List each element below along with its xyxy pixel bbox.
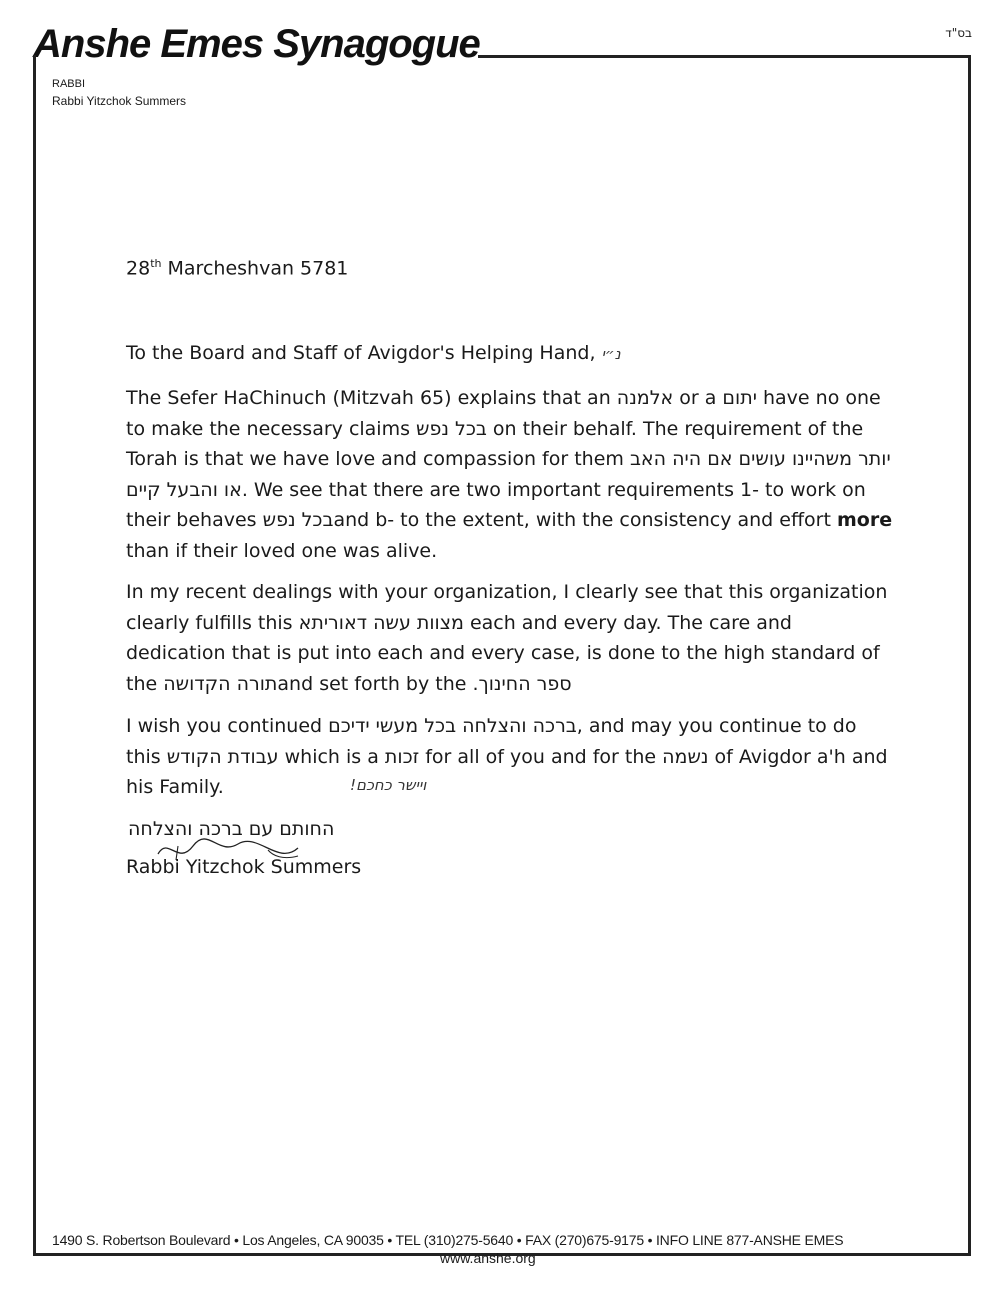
- p3-text-3: which is a: [278, 745, 385, 768]
- date-suffix: th: [150, 257, 162, 270]
- greeting-handwritten: נ״י: [601, 345, 621, 363]
- footer-website[interactable]: www.anshe.org: [440, 1250, 536, 1266]
- rabbi-title: RABBI: [52, 78, 86, 90]
- p2-text-3: and set forth by the: [277, 672, 473, 695]
- p2-hebrew-1: מצוות עשה דאוריתא: [298, 611, 464, 634]
- p3-text-1: I wish you continued: [126, 715, 329, 737]
- p2-hebrew-3: ספר החינוך.: [472, 672, 572, 695]
- p1-text-7: than if their loved one was alive.: [126, 539, 438, 562]
- p1-hebrew-1: אלמנה: [616, 387, 674, 409]
- p2-text-2: each and every day. The care and dedication that is put into each and every case, is done to the high standard of the: [126, 611, 880, 695]
- closing-hebrew: החותם עם ברכה והצלחה: [128, 818, 335, 840]
- p3-hebrew-4: נשמה: [662, 745, 709, 768]
- date-day: 28: [126, 257, 151, 280]
- p1-text-3: have no one to make the necessary claims: [126, 387, 881, 440]
- p2-hebrew-2: תורה הקדושה: [163, 672, 278, 695]
- signature-name: Rabbi Yitzchok Summers: [126, 856, 362, 878]
- handwritten-note: ויישר כחכם!: [350, 776, 427, 794]
- footer-address: 1490 S. Robertson Boulevard • Los Angeles, CA 90035 • TEL (310)275-5640 • FAX (270)675-9175 • INFO LINE 877-ANSHE EMES: [52, 1232, 844, 1248]
- letterhead-rule: [478, 55, 971, 58]
- corner-mark: בס"ד: [945, 26, 972, 40]
- paragraph-3: [126, 711, 896, 803]
- p3-hebrew-1: ,ברכה והצלחה בכל מעשי ידיכם: [328, 715, 583, 737]
- date-rest: Marcheshvan 5781: [161, 257, 349, 280]
- paragraph-2: [126, 577, 896, 699]
- p1-text-6: and b- to the extent, with the consistency and effort: [333, 509, 837, 531]
- p1-hebrew-2: יתום: [722, 387, 757, 409]
- p1-text-5: . We see that there are two important requirements 1- to work on their behaves: [126, 478, 866, 531]
- p3-text-2: and may you continue to do this: [126, 715, 857, 768]
- greeting: [126, 342, 621, 364]
- org-name: Anshe Emes Synagogue: [33, 22, 480, 66]
- letter-date: [126, 257, 348, 279]
- p3-text-4: for all of you and for the: [419, 745, 663, 768]
- p1-bold: more: [836, 509, 893, 531]
- paragraph-1: [126, 383, 896, 566]
- p1-hebrew-5: בכל נפש: [262, 509, 334, 531]
- p3-hebrew-3: זכות: [384, 745, 420, 768]
- p1-hebrew-3: בכל נפש: [416, 417, 487, 440]
- greeting-text: To the Board and Staff of Avigdor's Helping Hand,: [126, 342, 596, 364]
- p3-text-5: of Avigdor a'h and his Family.: [126, 745, 888, 798]
- p3-hebrew-2: עבודת הקודש: [166, 745, 279, 768]
- p1-text-1: The Sefer HaChinuch (Mitzvah 65) explains that an: [126, 387, 617, 409]
- p1-text-2: or a: [673, 387, 723, 409]
- p2-text-1: In my recent dealings with your organization, I clearly see that this organization clearly fulfills this: [126, 581, 888, 634]
- rabbi-name: Rabbi Yitzchok Summers: [52, 94, 187, 108]
- p1-hebrew-4: יותר משהיינו עושים אם היה האב או והבעל קיים: [126, 448, 891, 501]
- p1-text-4: on their behalf. The requirement of the Torah is that we have love and compassion for them: [126, 417, 864, 470]
